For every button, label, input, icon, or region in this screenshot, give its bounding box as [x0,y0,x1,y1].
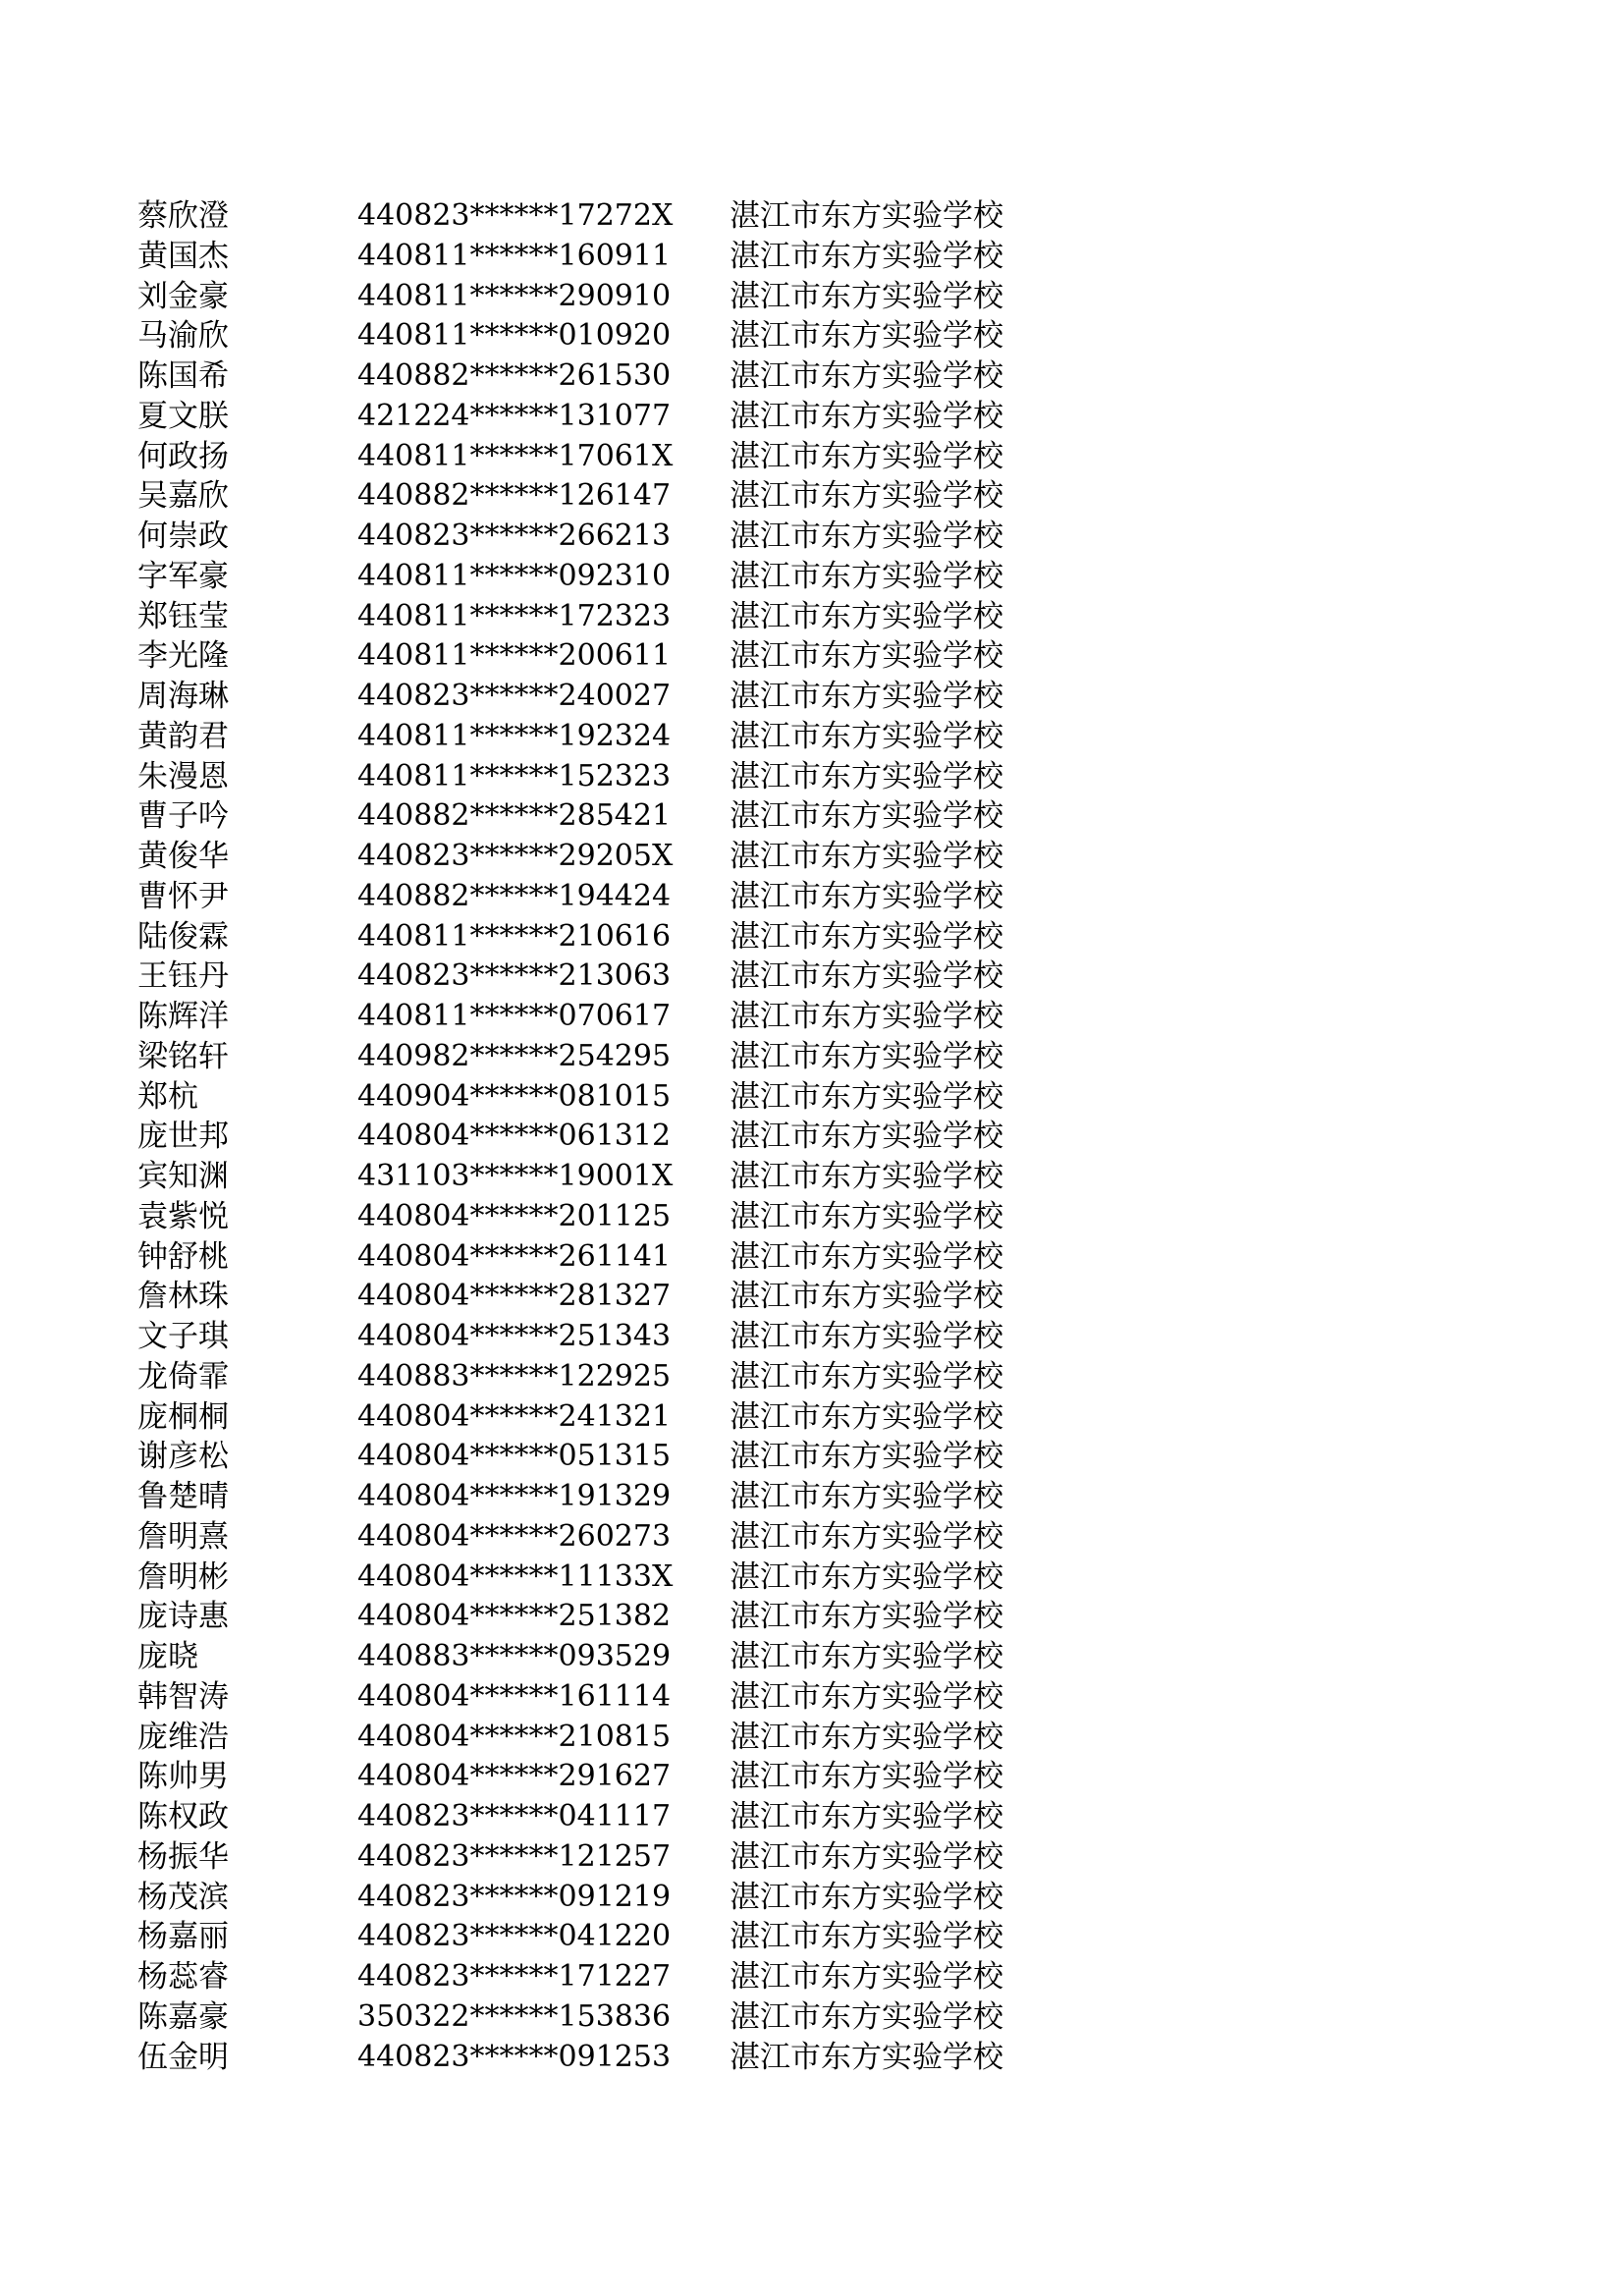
school-name: 湛江市东方实验学校 [730,438,1003,474]
student-id-masked: 440823******041117 [357,1799,672,1833]
table-row [137,636,1623,677]
table-row [137,757,1623,797]
school-name: 湛江市东方实验学校 [730,1119,1003,1155]
student-id-masked: 440823******240027 [357,679,672,713]
school-name: 湛江市东方实验学校 [730,1879,1003,1915]
student-id-masked: 440811******17061X [357,438,674,473]
student-id-masked: 440811******092310 [357,558,672,593]
school-name: 湛江市东方实验学校 [730,478,1003,515]
table-row [137,1437,1623,1477]
school-name: 湛江市东方实验学校 [730,1799,1003,1834]
table-row [137,316,1623,356]
student-name: 夏文朕 [137,398,229,434]
student-id-masked: 440823******266213 [357,519,672,553]
student-id-masked: 440811******192324 [357,718,672,753]
student-name: 詹明彬 [137,1558,229,1595]
school-name: 湛江市东方实验学校 [730,999,1003,1034]
student-name: 朱漫恩 [137,758,229,794]
school-name: 湛江市东方实验学校 [730,598,1003,634]
table-row [137,1517,1623,1558]
student-id-masked: 440804******161114 [357,1678,672,1714]
school-name: 湛江市东方实验学校 [730,758,1003,794]
school-name: 湛江市东方实验学校 [730,1518,1003,1555]
student-name: 伍金明 [137,2039,229,2075]
school-name: 湛江市东方实验学校 [730,1998,1003,2035]
student-id-masked: 440823******171227 [357,1959,672,1994]
student-name: 文子琪 [137,1319,229,1354]
table-row [137,1757,1623,1797]
student-name: 庞晓 [137,1639,198,1674]
student-id-masked: 440804******260273 [357,1518,672,1554]
table-row [137,677,1623,717]
student-id-masked: 440882******194424 [357,878,672,913]
school-name: 湛江市东方实验学校 [730,839,1003,874]
school-name: 湛江市东方实验学校 [730,1238,1003,1275]
student-name: 梁铭轩 [137,1038,229,1074]
student-name: 李光隆 [137,638,229,675]
student-name: 曹子吟 [137,798,229,835]
table-row [137,517,1623,557]
table-row [137,1197,1623,1237]
student-id-masked: 440982******254295 [357,1038,672,1073]
student-id-masked: 440811******070617 [357,999,672,1033]
student-name: 谢彦松 [137,1439,229,1475]
table-row [137,717,1623,757]
student-id-masked: 440883******093529 [357,1639,672,1673]
student-id-masked: 440823******17272X [357,198,674,233]
student-id-masked: 440804******201125 [357,1198,672,1233]
student-name: 庞世邦 [137,1119,229,1155]
student-id-masked: 440804******210815 [357,1719,672,1754]
school-name: 湛江市东方实验学校 [730,1919,1003,1955]
table-row [137,957,1623,997]
table-row [137,1637,1623,1677]
school-name: 湛江市东方实验学校 [730,958,1003,995]
school-name: 湛江市东方实验学校 [730,318,1003,355]
student-name: 陈嘉豪 [137,1998,229,2035]
school-name: 湛江市东方实验学校 [730,1639,1003,1674]
student-name: 杨蕊睿 [137,1959,229,1995]
student-name: 庞桐桐 [137,1398,229,1435]
student-name: 庞诗惠 [137,1599,229,1635]
student-id-masked: 440804******241321 [357,1398,672,1434]
table-row [137,1597,1623,1637]
school-name: 湛江市东方实验学校 [730,278,1003,314]
school-name: 湛江市东方实验学校 [730,679,1003,714]
table-row [137,837,1623,877]
table-row [137,356,1623,397]
student-name: 陈帅男 [137,1759,229,1795]
student-name: 鲁楚晴 [137,1479,229,1514]
student-id-masked: 440811******160911 [357,238,672,273]
student-name: 蔡欣澄 [137,198,229,234]
table-row [137,1077,1623,1118]
school-name: 湛江市东方实验学校 [730,718,1003,754]
student-id-masked: 440883******122925 [357,1358,672,1394]
student-name: 刘金豪 [137,278,229,314]
table-row [137,476,1623,517]
student-name: 庞维浩 [137,1719,229,1755]
school-name: 湛江市东方实验学校 [730,238,1003,274]
student-id-masked: 440804******061312 [357,1119,672,1154]
student-name: 陈权政 [137,1799,229,1834]
school-name: 湛江市东方实验学校 [730,2039,1003,2075]
student-id-masked: 440823******091253 [357,2039,672,2074]
student-name: 杨振华 [137,1838,229,1875]
table-row [137,1917,1623,1957]
student-id-masked: 440811******210616 [357,918,672,954]
school-name: 湛江市东方实验学校 [730,1159,1003,1194]
student-id-masked: 440823******041220 [357,1919,672,1954]
student-id-masked: 440804******191329 [357,1479,672,1513]
student-id-masked: 440904******081015 [357,1078,672,1114]
table-row [137,1357,1623,1397]
student-id-masked: 440811******010920 [357,318,672,354]
student-name: 袁紫悦 [137,1198,229,1234]
student-name: 钟舒桃 [137,1238,229,1275]
table-row [137,1878,1623,1918]
table-row [137,1317,1623,1357]
table-row [137,397,1623,437]
table-row [137,1558,1623,1598]
student-id-masked: 440823******29205X [357,839,674,873]
table-row [137,1117,1623,1157]
table-row [137,1718,1623,1758]
table-row [137,557,1623,597]
school-name: 湛江市东方实验学校 [730,1678,1003,1715]
student-name: 黄韵君 [137,718,229,754]
school-name: 湛江市东方实验学校 [730,198,1003,234]
student-id-masked: 440823******121257 [357,1838,672,1874]
school-name: 湛江市东方实验学校 [730,1358,1003,1394]
student-id-masked: 440823******091219 [357,1879,672,1914]
school-name: 湛江市东方实验学校 [730,1558,1003,1595]
student-name: 吴嘉欣 [137,478,229,515]
table-row [137,796,1623,837]
table-row [137,1957,1623,1997]
school-name: 湛江市东方实验学校 [730,1198,1003,1234]
school-name: 湛江市东方实验学校 [730,1719,1003,1755]
school-name: 湛江市东方实验学校 [730,1759,1003,1795]
student-id-masked: 440804******251343 [357,1319,672,1353]
student-id-masked: 440811******200611 [357,638,672,674]
school-name: 湛江市东方实验学校 [730,1599,1003,1635]
table-row [137,437,1623,477]
table-row [137,1677,1623,1718]
table-row [137,1997,1623,2038]
table-row [137,1237,1623,1278]
student-id-masked: 440811******152323 [357,758,672,793]
school-name: 湛江市东方实验学校 [730,1078,1003,1115]
school-name: 湛江市东方实验学校 [730,1439,1003,1475]
table-row [137,1797,1623,1837]
table-row [137,1477,1623,1517]
student-id-masked: 440882******126147 [357,478,672,514]
student-name: 何政扬 [137,438,229,474]
student-name: 何崇政 [137,519,229,554]
table-row [137,237,1623,277]
table-row [137,1157,1623,1197]
student-name: 黄俊华 [137,839,229,874]
table-row [137,196,1623,237]
student-id-masked: 421224******131077 [357,398,672,433]
student-name: 詹林珠 [137,1279,229,1315]
student-name: 周海琳 [137,679,229,714]
table-row [137,597,1623,637]
student-name: 杨嘉丽 [137,1919,229,1955]
table-row [137,1277,1623,1317]
school-name: 湛江市东方实验学校 [730,1038,1003,1074]
school-name: 湛江市东方实验学校 [730,1838,1003,1875]
student-name: 郑钰莹 [137,598,229,634]
student-id-masked: 350322******153836 [357,1998,672,2034]
table-row [137,277,1623,317]
student-id-masked: 440804******261141 [357,1238,672,1274]
school-name: 湛江市东方实验学校 [730,1959,1003,1995]
table-row [137,997,1623,1037]
student-name: 陈国希 [137,358,229,394]
student-id-masked: 440804******251382 [357,1599,672,1634]
school-name: 湛江市东方实验学校 [730,558,1003,594]
school-name: 湛江市东方实验学校 [730,358,1003,394]
school-name: 湛江市东方实验学校 [730,878,1003,914]
school-name: 湛江市东方实验学校 [730,1398,1003,1435]
student-id-masked: 440804******291627 [357,1759,672,1794]
student-id-masked: 440804******051315 [357,1439,672,1474]
student-name: 杨茂滨 [137,1879,229,1915]
student-name: 宾知渊 [137,1159,229,1194]
student-id-masked: 440882******261530 [357,358,672,393]
student-name: 詹明熹 [137,1518,229,1555]
student-name: 龙倚霏 [137,1358,229,1394]
student-name: 陈辉洋 [137,999,229,1034]
school-name: 湛江市东方实验学校 [730,638,1003,675]
student-id-masked: 440811******290910 [357,278,672,313]
student-name: 马渝欣 [137,318,229,355]
student-id-masked: 440804******281327 [357,1279,672,1314]
student-name: 黄国杰 [137,238,229,274]
student-name: 郑杭 [137,1078,198,1115]
student-id-masked: 440811******172323 [357,598,672,633]
table-row [137,1397,1623,1438]
table-row [137,1037,1623,1077]
student-id-masked: 440882******285421 [357,798,672,834]
student-name: 韩智涛 [137,1678,229,1715]
table-row [137,917,1623,957]
student-name: 陆俊霖 [137,918,229,955]
table-row [137,2038,1623,2078]
student-name: 字军豪 [137,558,229,594]
school-name: 湛江市东方实验学校 [730,1479,1003,1514]
student-id-masked: 440823******213063 [357,958,672,994]
table-row [137,1837,1623,1878]
school-name: 湛江市东方实验学校 [730,398,1003,434]
student-id-masked: 431103******19001X [357,1159,674,1193]
student-name: 王钰丹 [137,958,229,995]
student-name: 曹怀尹 [137,878,229,914]
school-name: 湛江市东方实验学校 [730,798,1003,835]
school-name: 湛江市东方实验学校 [730,1279,1003,1315]
school-name: 湛江市东方实验学校 [730,918,1003,955]
student-id-masked: 440804******11133X [357,1558,674,1594]
table-row [137,877,1623,917]
school-name: 湛江市东方实验学校 [730,1319,1003,1354]
school-name: 湛江市东方实验学校 [730,519,1003,554]
